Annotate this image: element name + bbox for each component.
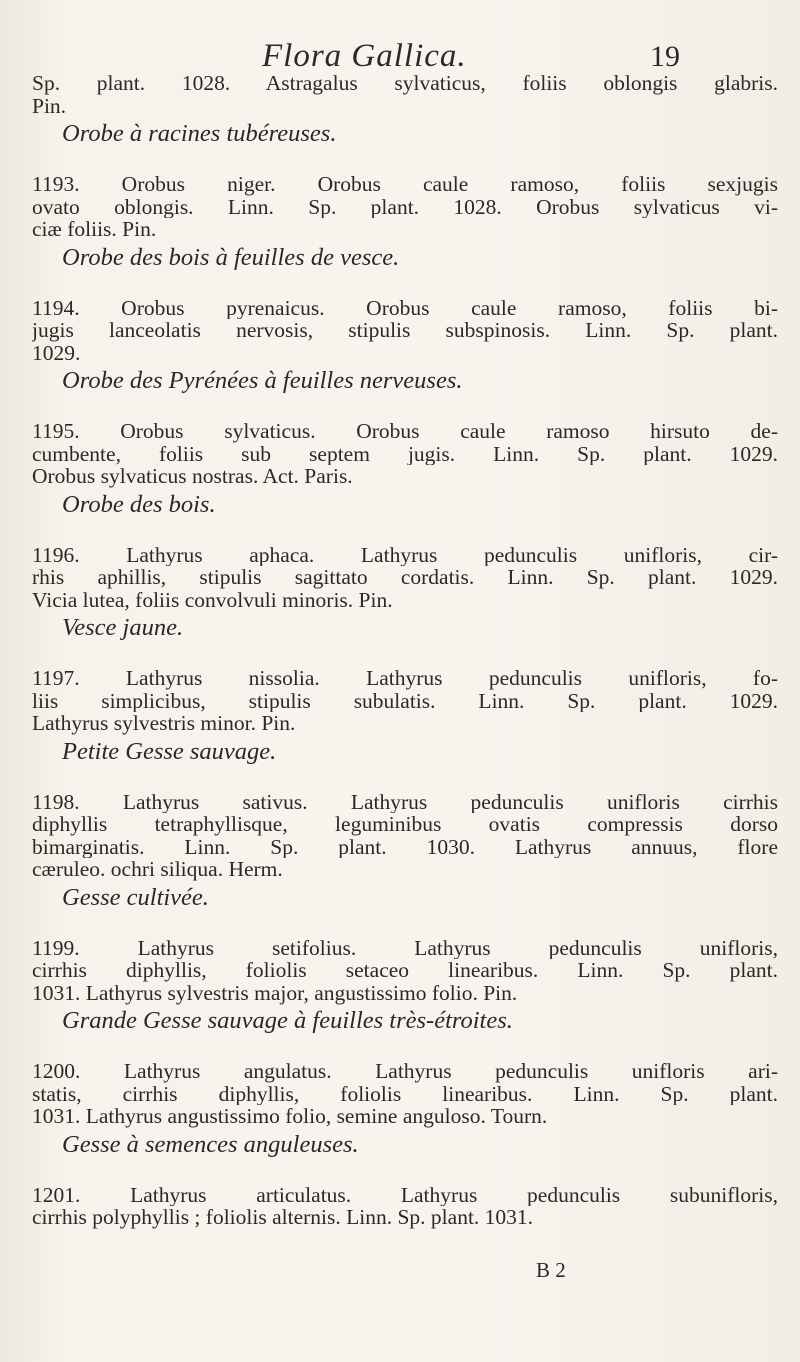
entry-text-line: 1201. Lathyrus articulatus. Lathyrus pedunculis subunifloris, xyxy=(32,1183,778,1206)
page-body xyxy=(32,72,778,1229)
species-entry xyxy=(32,297,778,397)
entry-text-line: liis simplicibus, stipulis subulatis. Linn. Sp. plant. 1029. xyxy=(32,689,778,712)
entry-text-line: 1198. Lathyrus sativus. Lathyrus pedunculis unifloris cirrhis xyxy=(32,790,778,813)
french-common-name: Vesce jaune. xyxy=(62,614,184,641)
entry-text-line: rhis aphillis, stipulis sagittato cordatis. Linn. Sp. plant. 1029. xyxy=(32,566,778,589)
entry-text-line: ovato oblongis. Linn. Sp. plant. 1028. Orobus sylvaticus vi- xyxy=(32,195,778,218)
french-common-name: Gesse cultivée. xyxy=(62,883,209,911)
french-common-name: Orobe des bois à feuilles de vesce. xyxy=(62,243,400,271)
signature-mark: B 2 xyxy=(536,1258,566,1282)
entry-text-line: statis, cirrhis diphyllis, foliolis linearibus. Linn. Sp. plant. xyxy=(32,1082,778,1105)
french-common-name: Orobe des Pyrénées à feuilles nerveuses. xyxy=(62,367,463,394)
french-common-name: Grande Gesse sauvage à feuilles très-étroites. xyxy=(62,1007,513,1034)
species-entry xyxy=(32,72,778,149)
entry-text-line: jugis lanceolatis nervosis, stipulis subspinosis. Linn. Sp. plant. xyxy=(32,319,778,342)
species-entry xyxy=(32,1060,778,1160)
entry-text-line: 1194. Orobus pyrenaicus. Orobus caule ramoso, foliis bi- xyxy=(32,296,778,319)
entry-text-line: ciæ foliis. Pin. xyxy=(32,217,157,241)
entry-text-line: 1031. Lathyrus sylvestris major, angustissimo folio. Pin. xyxy=(32,980,518,1005)
species-entry xyxy=(32,420,778,520)
entry-text-line: cumbente, foliis sub septem jugis. Linn. Sp. plant. 1029. xyxy=(32,442,778,465)
entry-text-line: 1197. Lathyrus nissolia. Lathyrus pedunculis unifloris, fo- xyxy=(32,667,778,690)
species-entry xyxy=(32,937,778,1037)
entry-text-line: 1193. Orobus niger. Orobus caule ramoso, foliis sexjugis xyxy=(32,173,778,196)
species-entry xyxy=(32,544,778,644)
entry-text-line: cirrhis diphyllis, foliolis setaceo linearibus. Linn. Sp. plant. xyxy=(32,959,778,982)
entry-text-line: bimarginatis. Linn. Sp. plant. 1030. Lathyrus annuus, flore xyxy=(32,835,778,858)
french-common-name: Orobe à racines tubéreuses. xyxy=(62,120,337,147)
species-entry xyxy=(32,173,778,273)
entry-text-line: 1196. Lathyrus aphaca. Lathyrus pedunculis unifloris, cir- xyxy=(32,543,778,566)
species-entry xyxy=(32,667,778,767)
entry-text-line: 1031. Lathyrus angustissimo folio, semine anguloso. Tourn. xyxy=(32,1104,548,1128)
entry-text-line: Sp. plant. 1028. Astragalus sylvaticus, foliis oblongis glabris. xyxy=(32,72,778,95)
entry-text-line: diphyllis tetraphyllisque, leguminibus ovatis compressis dorso xyxy=(32,813,778,836)
species-entry xyxy=(32,791,778,913)
entry-text-line: Vicia lutea, foliis convolvuli minoris. Pin. xyxy=(32,587,393,612)
page-number: 19 xyxy=(650,40,680,73)
french-common-name: Gesse à semences anguleuses. xyxy=(62,1130,359,1158)
running-title: Flora Gallica. xyxy=(262,38,467,74)
entry-text-line: 1029. xyxy=(32,340,81,365)
page-header xyxy=(0,26,800,76)
entry-text-line: 1200. Lathyrus angulatus. Lathyrus pedunculis unifloris ari- xyxy=(32,1060,778,1083)
entry-text-line: 1195. Orobus sylvaticus. Orobus caule ramoso hirsuto de- xyxy=(32,420,778,443)
entry-text-line: Orobus sylvaticus nostras. Act. Paris. xyxy=(32,464,353,488)
species-entry xyxy=(32,1184,778,1229)
french-common-name: Petite Gesse sauvage. xyxy=(62,737,277,765)
entry-text-line: cæruleo. ochri siliqua. Herm. xyxy=(32,857,283,881)
entry-text-line: cirrhis polyphyllis ; foliolis alternis. Linn. Sp. plant. 1031. xyxy=(32,1205,534,1229)
entry-text-line: Lathyrus sylvestris minor. Pin. xyxy=(32,711,296,735)
entry-text-line: Pin. xyxy=(32,93,67,118)
french-common-name: Orobe des bois. xyxy=(62,490,216,518)
entry-text-line: 1199. Lathyrus setifolius. Lathyrus pedunculis unifloris, xyxy=(32,936,778,959)
